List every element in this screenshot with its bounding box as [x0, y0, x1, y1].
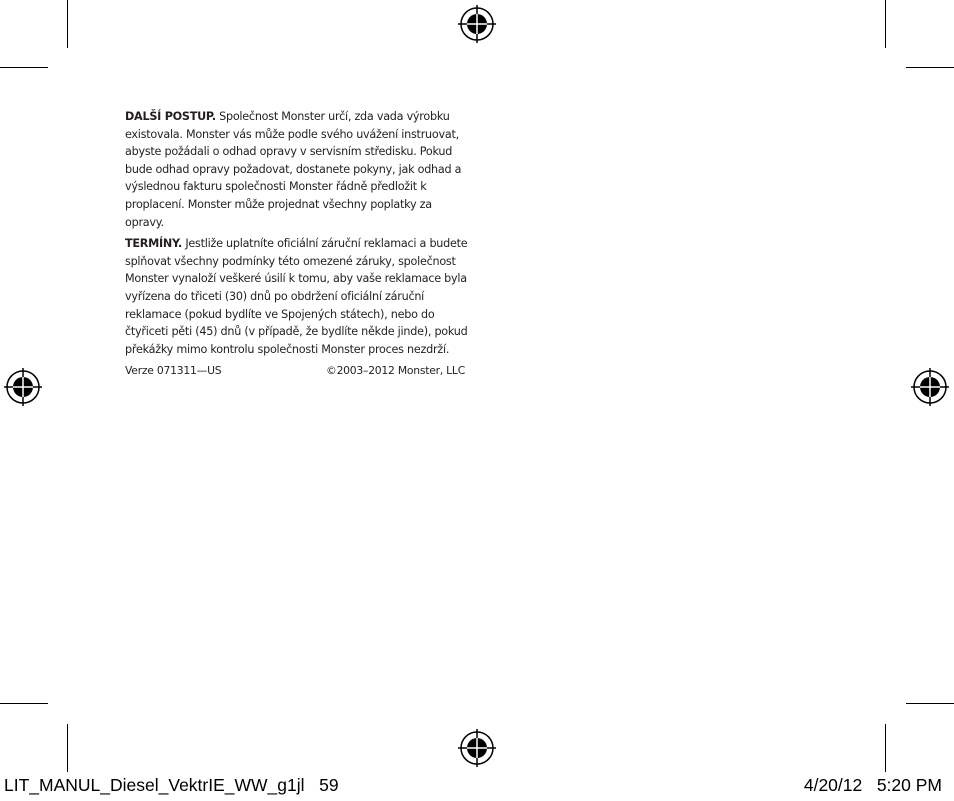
crop-mark: [0, 703, 48, 704]
paragraph-heading: TERMÍNY.: [125, 237, 183, 251]
registration-mark-icon: [458, 5, 496, 43]
registration-mark-icon: [458, 729, 496, 767]
paragraph-deadlines: [125, 235, 470, 358]
registration-mark-icon: [4, 368, 42, 406]
copyright-label: ©2003–2012 Monster, LLC: [326, 364, 465, 378]
crop-mark: [906, 703, 954, 704]
document-footer: [125, 362, 465, 380]
paragraph-heading: DALŠÍ POSTUP.: [125, 110, 216, 123]
crop-mark: [885, 0, 886, 48]
registration-mark-icon: [911, 368, 949, 406]
paragraph-text: Společnost Monster určí, zda vada výrobku existovala. Monster vás může podle svého uvážení instruovat, abyste požádali o odhad opravy v servisním středisku. Pokud bude odhad opravy požadovat, dostanete pokyny, jak odhad a výslednou fakturu společnosti Monster řádně předložit k proplacení. Monster může projednat všechny poplatky za opravy.: [125, 110, 462, 229]
crop-mark: [906, 67, 954, 68]
slug-datetime: 4/20/12 5:20 PM: [803, 775, 942, 795]
paragraph-text: Jestliže uplatníte oficiální záruční reklamaci a budete splňovat všechny podmínky této omezené záruky, společnost Monster vynaloží veškeré úsilí k tomu, aby vaše reklamace byla vyřízena do třiceti (30) dnů po obdržení oficiální záruční reklamace (pokud bydlíte ve Spojených státech), nebo do čtyřiceti pěti (45) dnů (v případě, že bydlíte někde jinde), pokud překážky mimo kontrolu společnosti Monster proces nezdrží.: [125, 237, 468, 356]
crop-mark: [0, 67, 48, 68]
crop-mark: [67, 724, 68, 772]
paragraph-next-steps: [125, 108, 470, 231]
crop-mark: [67, 0, 68, 48]
document-body: [125, 108, 470, 380]
crop-mark: [885, 724, 886, 772]
slug-filename: LIT_MANUL_Diesel_VektrIE_WW_g1jl 59: [4, 775, 339, 795]
version-label: Verze 071311—US: [125, 364, 222, 378]
